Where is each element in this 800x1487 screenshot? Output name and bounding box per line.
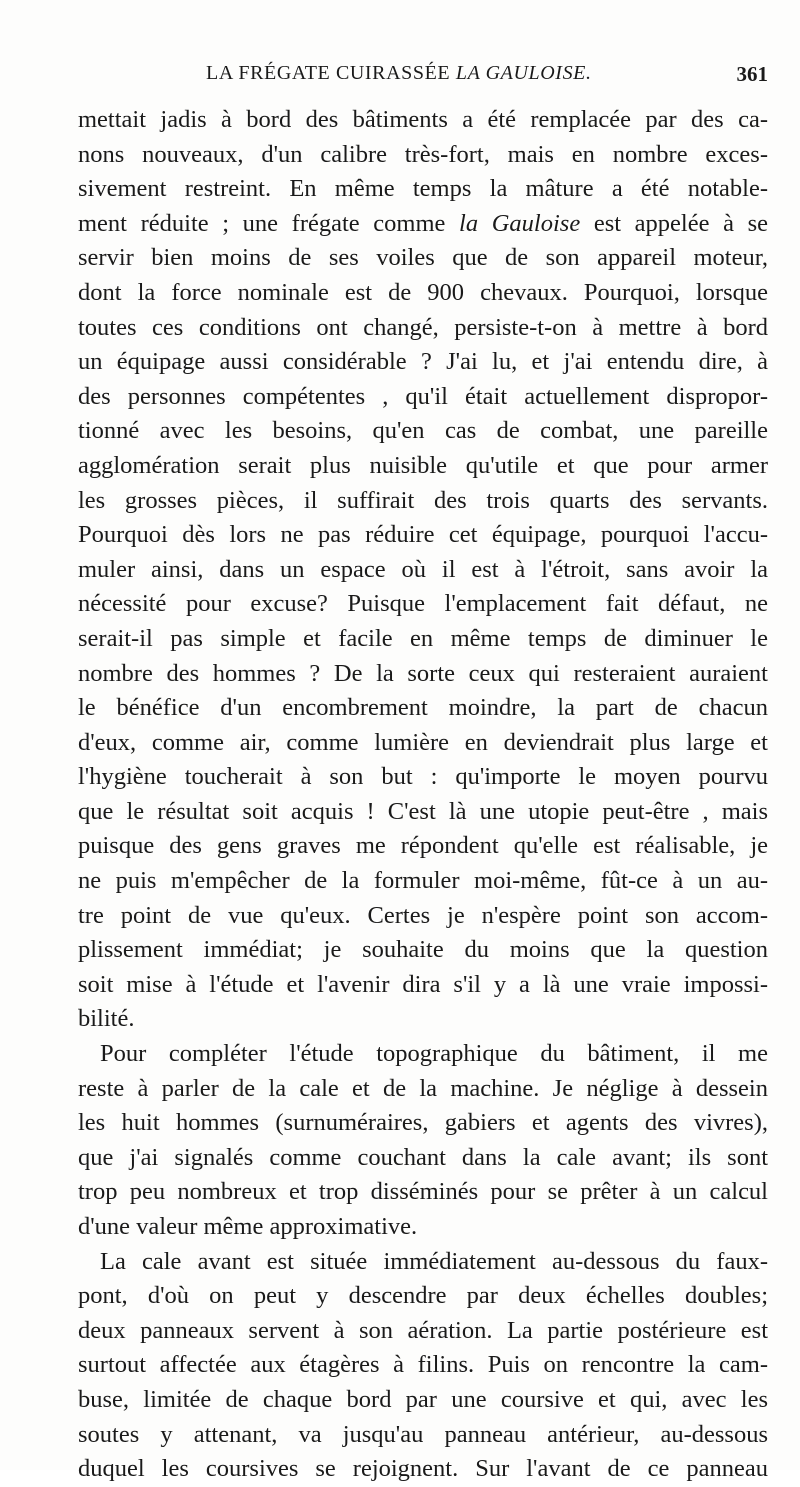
text-line: tre point de vue qu'eux. Certes je n'espère point son accom- [78,901,768,929]
text-line: des personnes compétentes , qu'il était actuellement dispropor- [78,382,768,410]
running-title [206,62,592,85]
text-line: que j'ai signalés comme couchant dans la cale avant; ils sont [78,1143,768,1171]
text-span: ment réduite ; une frégate comme [78,209,460,237]
text-line: puisque des gens graves me répondent qu'elle est réalisable, je [78,832,768,860]
text-line [78,207,768,242]
text-line: sivement restreint. En même temps la mâture a été notable- [78,175,768,203]
running-title-main: LA FRÉGATE CUIRASSÉE [206,62,456,84]
text-line: pont, d'où on peut y descendre par deux échelles doubles; [78,1282,768,1310]
text-span: est appelée à se [580,209,768,237]
text-line: nécessité pour excuse? Puisque l'emplacement fait défaut, ne [78,590,768,618]
text-line: La cale avant est située immédiatement au-dessous du faux- [100,1247,768,1275]
text-line: nombre des hommes ? De la sorte ceux qui resteraient auraient [78,659,768,687]
text-line: les huit hommes (surnuméraires, gabiers et agents des vivres), [78,1109,768,1137]
text-line: buse, limitée de chaque bord par une coursive et qui, avec les [78,1385,768,1413]
text-line: dont la force nominale est de 900 chevaux. Pourquoi, lorsque [78,278,768,306]
text-line: surtout affectée aux étagères à filins. Puis on rencontre la cam- [78,1351,768,1379]
text-line: soit mise à l'étude et l'avenir dira s'il y a là une vraie impossi- [78,970,768,998]
text-line: un équipage aussi considérable ? J'ai lu, et j'ai entendu dire, à [78,348,768,376]
text-line: d'une valeur même approximative. [78,1213,418,1240]
text-line: l'hygiène toucherait à son but : qu'importe le moyen pourvu [78,763,768,791]
text-line: que le résultat soit acquis ! C'est là une utopie peut-être , mais [78,797,768,825]
text-line: servir bien moins de ses voiles que de son appareil moteur, [78,244,768,272]
text-line: trop peu nombreux et trop disséminés pour se prêter à un calcul [78,1178,768,1206]
text-line: toutes ces conditions ont changé, persiste-t-on à mettre à bord [78,313,768,341]
text-line: serait-il pas simple et facile en même temps de diminuer le [78,624,768,652]
text-line: tionné avec les besoins, qu'en cas de combat, une pareille [78,417,768,445]
text-line: le bénéfice d'un encombrement moindre, la part de chacun [78,694,768,722]
text-line: Pour compléter l'étude topographique du bâtiment, il me [100,1040,768,1068]
text-line: muler ainsi, dans un espace où il est à l'étroit, sans avoir la [78,555,768,583]
text-line: ne puis m'empêcher de la formuler moi-même, fût-ce à un au- [78,867,768,895]
text-line: duquel les coursives se rejoignent. Sur l'avant de ce panneau [78,1455,768,1483]
text-line: Pourquoi dès lors ne pas réduire cet équipage, pourquoi l'accu- [78,521,768,549]
ship-name-italic: la Gauloise [459,209,581,237]
text-line: d'eux, comme air, comme lumière en deviendrait plus large et [78,728,768,756]
text-line: bilité. [78,1005,135,1033]
page-header [78,62,768,92]
text-line: deux panneaux servent à son aération. La partie postérieure est [78,1316,768,1344]
running-title-italic: LA GAULOISE. [455,62,592,84]
text-line: soutes y attenant, va jusqu'au panneau antérieur, au-dessous [78,1420,768,1448]
text-line: nons nouveaux, d'un calibre très-fort, mais en nombre exces- [78,140,768,168]
page-number: 361 [736,62,768,86]
text-line: plissement immédiat; je souhaite du moins que la question [78,936,768,964]
text-line: agglomération serait plus nuisible qu'utile et que pour armer [78,451,768,479]
text-line: reste à parler de la cale et de la machine. Je néglige à dessein [78,1074,768,1102]
text-line: mettait jadis à bord des bâtiments a été remplacée par des ca- [78,106,768,133]
body-text [78,103,768,1487]
text-line: les grosses pièces, il suffirait des trois quarts des servants. [78,486,768,514]
